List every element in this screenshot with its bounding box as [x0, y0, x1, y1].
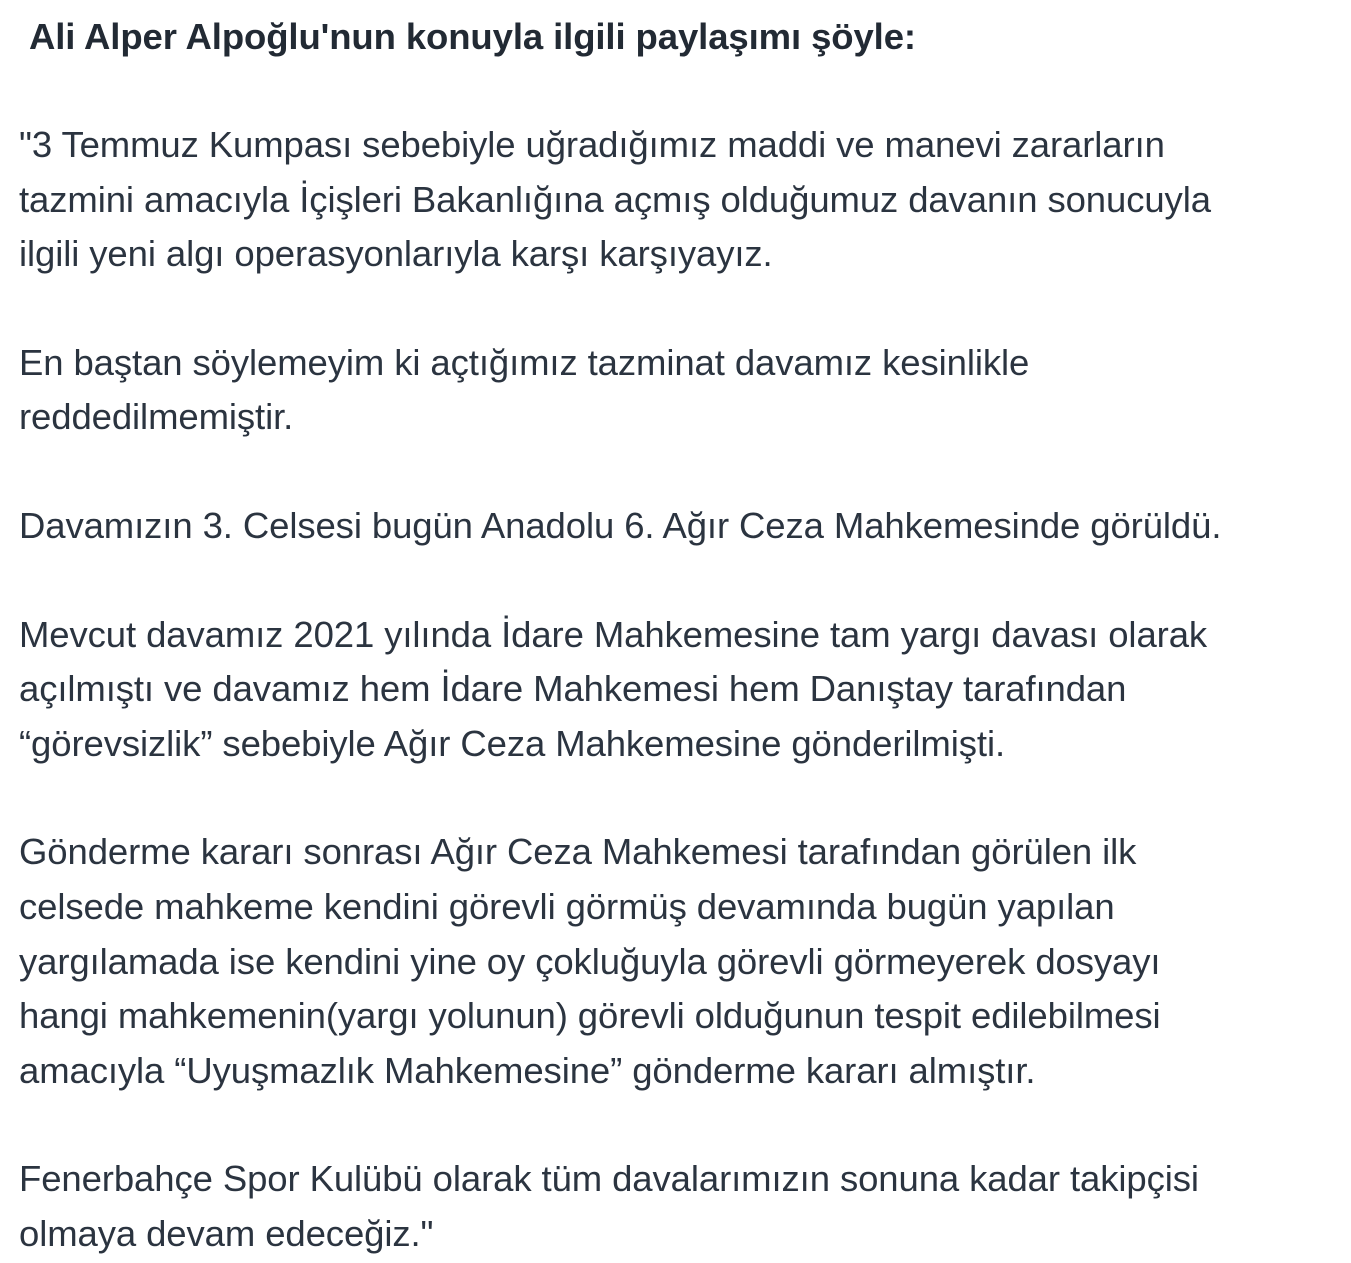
paragraph-line: yargılamada ise kendini yine oy çokluğuyla görevli görmeyerek dosyayı [19, 940, 1161, 982]
article-body [19, 0, 1347, 1262]
paragraph-line: celsede mahkeme kendini görevli görmüş devamında bugün yapılan [19, 885, 1115, 927]
paragraph-line: Fenerbahçe Spor Kulübü olarak tüm davalarımızın sonuna kadar takipçisi [19, 1158, 1199, 1200]
paragraph-line: tazmini amacıyla İçişleri Bakanlığına açmış olduğumuz davanın sonucuyla [19, 178, 1211, 220]
paragraph-line: En baştan söylemeyim ki açtığımız tazminat davamız kesinlikle [19, 341, 1030, 383]
paragraph-line: açılmıştı ve davamız hem İdare Mahkemesi hem Danıştay tarafından [19, 668, 1127, 710]
paragraph-line: hangi mahkemenin(yargı yolunun) görevli olduğunun tespit edilebilmesi [19, 995, 1161, 1037]
paragraph-line: "3 Temmuz Kumpası sebebiyle uğradığımız maddi ve manevi zararların [19, 124, 1165, 165]
paragraph-6 [19, 1152, 1347, 1261]
paragraph-1 [19, 118, 1347, 282]
paragraph-line: olmaya devam edeceğiz." [19, 1212, 434, 1254]
paragraph-line: amacıyla “Uyuşmazlık Mahkemesine” gönderme kararı almıştır. [19, 1049, 1036, 1091]
article-heading: Ali Alper Alpoğlu'nun konuyla ilgili paylaşımı şöyle: [29, 16, 916, 57]
paragraph-line: reddedilmemiştir. [19, 396, 294, 438]
paragraph-2 [19, 336, 1347, 445]
paragraph-4 [19, 608, 1347, 772]
paragraph-3 [19, 499, 1347, 554]
paragraph-line: Mevcut davamız 2021 yılında İdare Mahkemesine tam yargı davası olarak [19, 613, 1208, 655]
paragraph-line: Davamızın 3. Celsesi bugün Anadolu 6. Ağır Ceza Mahkemesinde görüldü. [19, 504, 1222, 546]
paragraph-5 [19, 825, 1347, 1098]
paragraph-line: “görevsizlik” sebebiyle Ağır Ceza Mahkemesine gönderilmişti. [19, 722, 1005, 764]
paragraph-line: Gönderme kararı sonrası Ağır Ceza Mahkemesi tarafından görülen ilk [19, 831, 1137, 873]
paragraph-line: ilgili yeni algı operasyonlarıyla karşı karşıyayız. [19, 233, 773, 275]
